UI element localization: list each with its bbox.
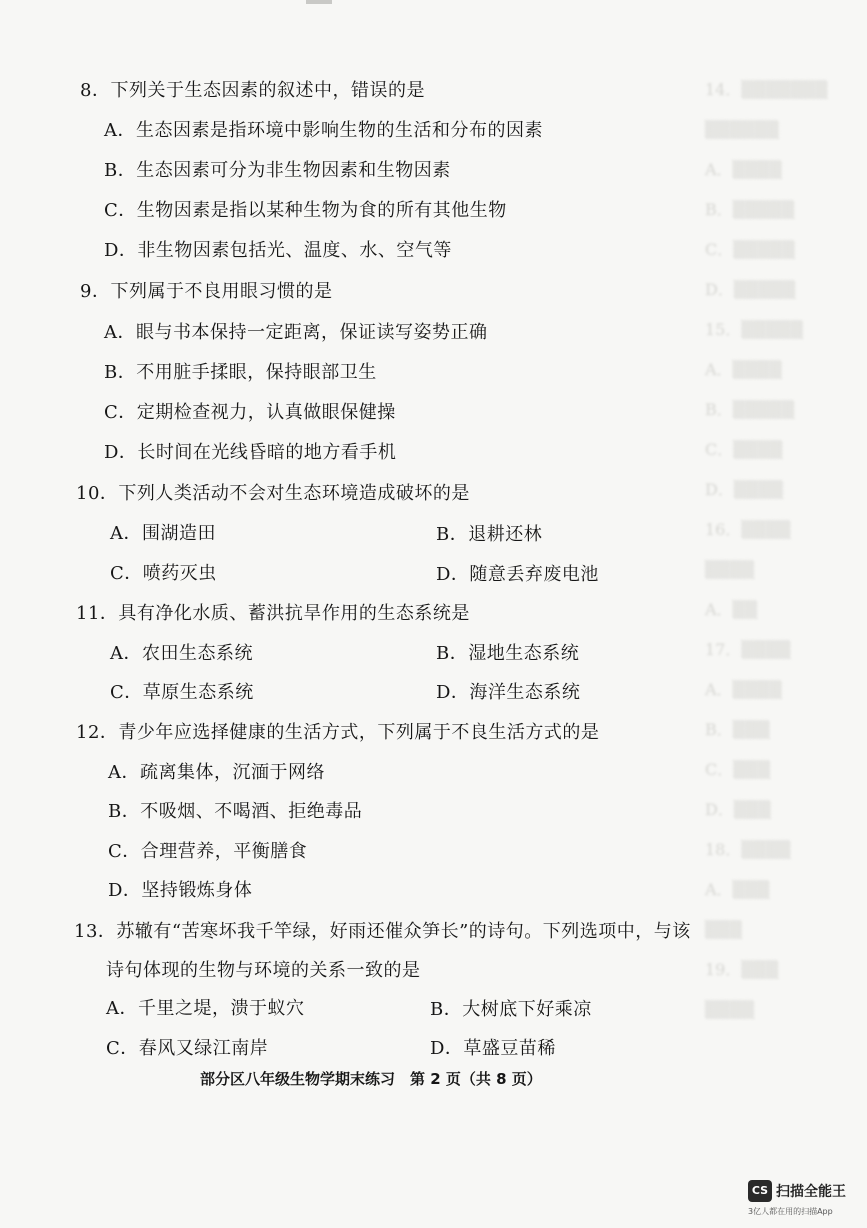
- question-10-stem: 10．下列人类活动不会对生态环境造成破坏的是: [76, 483, 470, 504]
- question-9-option-c: C．定期检查视力，认真做眼保健操: [104, 402, 396, 423]
- question-11-stem: 11．具有净化水质、蓄洪抗旱作用的生态系统是: [76, 603, 470, 624]
- question-11-option-d: D．海洋生态系统: [436, 682, 581, 703]
- question-12-option-a: A．疏离集体，沉湎于网络: [108, 762, 325, 783]
- scan-mark: [306, 0, 332, 4]
- question-13-option-d: D．草盛豆苗稀: [430, 1038, 556, 1059]
- watermark-app-name: 扫描全能王: [776, 1184, 846, 1200]
- question-10-option-c: C．喷药灭虫: [110, 563, 217, 584]
- question-8-option-b: B．生态因素可分为非生物因素和生物因素: [104, 160, 451, 181]
- question-8-option-d: D．非生物因素包括光、温度、水、空气等: [104, 240, 452, 261]
- question-13-option-a: A．千里之堤，溃于蚁穴: [106, 998, 305, 1019]
- scanner-watermark: [748, 1180, 858, 1220]
- question-12-option-d: D．坚持锻炼身体: [108, 880, 253, 901]
- question-9-option-b: B．不用脏手揉眼，保持眼部卫生: [104, 362, 377, 383]
- watermark-tagline: 3亿人都在用的扫描App: [748, 1207, 833, 1216]
- question-13-option-c: C．春风又绿江南岸: [106, 1038, 269, 1059]
- question-10-option-d: D．随意丢弃废电池: [436, 564, 599, 585]
- page-footer: 部分区八年级生物学期末练习 第 2 页（共 8 页）: [200, 1070, 542, 1088]
- camscanner-logo-icon: CS: [748, 1180, 772, 1202]
- question-10-option-b: B．退耕还林: [436, 524, 543, 545]
- question-9-option-d: D．长时间在光线昏暗的地方看手机: [104, 442, 397, 463]
- question-12-option-b: B．不吸烟、不喝酒、拒绝毒品: [108, 801, 363, 822]
- question-10-option-a: A．围湖造田: [110, 523, 216, 544]
- question-13-stem: 13．苏辙有“苦寒坏我千竿绿，好雨还催众笋长”的诗句。下列选项中，与该: [74, 921, 691, 942]
- question-12-option-c: C．合理营养，平衡膳食: [108, 841, 308, 862]
- question-11-option-b: B．湿地生态系统: [436, 643, 580, 664]
- question-8-option-c: C．生物因素是指以某种生物为食的所有其他生物: [104, 200, 507, 221]
- question-9-option-a: A．眼与书本保持一定距离，保证读写姿势正确: [104, 322, 488, 343]
- question-11-option-c: C．草原生态系统: [110, 682, 254, 703]
- question-11-option-a: A．农田生态系统: [110, 643, 253, 664]
- question-8-stem: 8．下列关于生态因素的叙述中，错误的是: [80, 80, 425, 101]
- question-12-stem: 12．青少年应选择健康的生活方式，下列属于不良生活方式的是: [76, 722, 600, 743]
- question-13-option-b: B．大树底下好乘凉: [430, 999, 592, 1020]
- bleed-through-text: 14．▒▒▒▒▒▒▒ ▒▒▒▒▒▒ A．▒▒▒▒ B．▒▒▒▒▒ C．▒▒▒▒▒ D．▒▒▒▒▒ 15．▒▒▒▒▒ A．▒▒▒▒ B．▒▒▒▒▒ C．▒▒▒▒ D．▒▒▒▒ 16．▒▒▒▒ ▒▒▒▒ A．▒▒ 17．▒▒▒▒ A．▒▒▒▒ B．▒▒▒ C．▒▒▒ D．▒▒▒ 18．▒▒▒▒ A．▒▒▒ ▒▒▒ 19．▒▒▒ ▒▒▒▒: [705, 80, 828, 1019]
- question-8-option-a: A．生态因素是指环境中影响生物的生活和分布的因素: [104, 120, 543, 141]
- question-13-stem-line2: 诗句体现的生物与环境的关系一致的是: [106, 960, 421, 981]
- question-9-stem: 9．下列属于不良用眼习惯的是: [80, 281, 333, 302]
